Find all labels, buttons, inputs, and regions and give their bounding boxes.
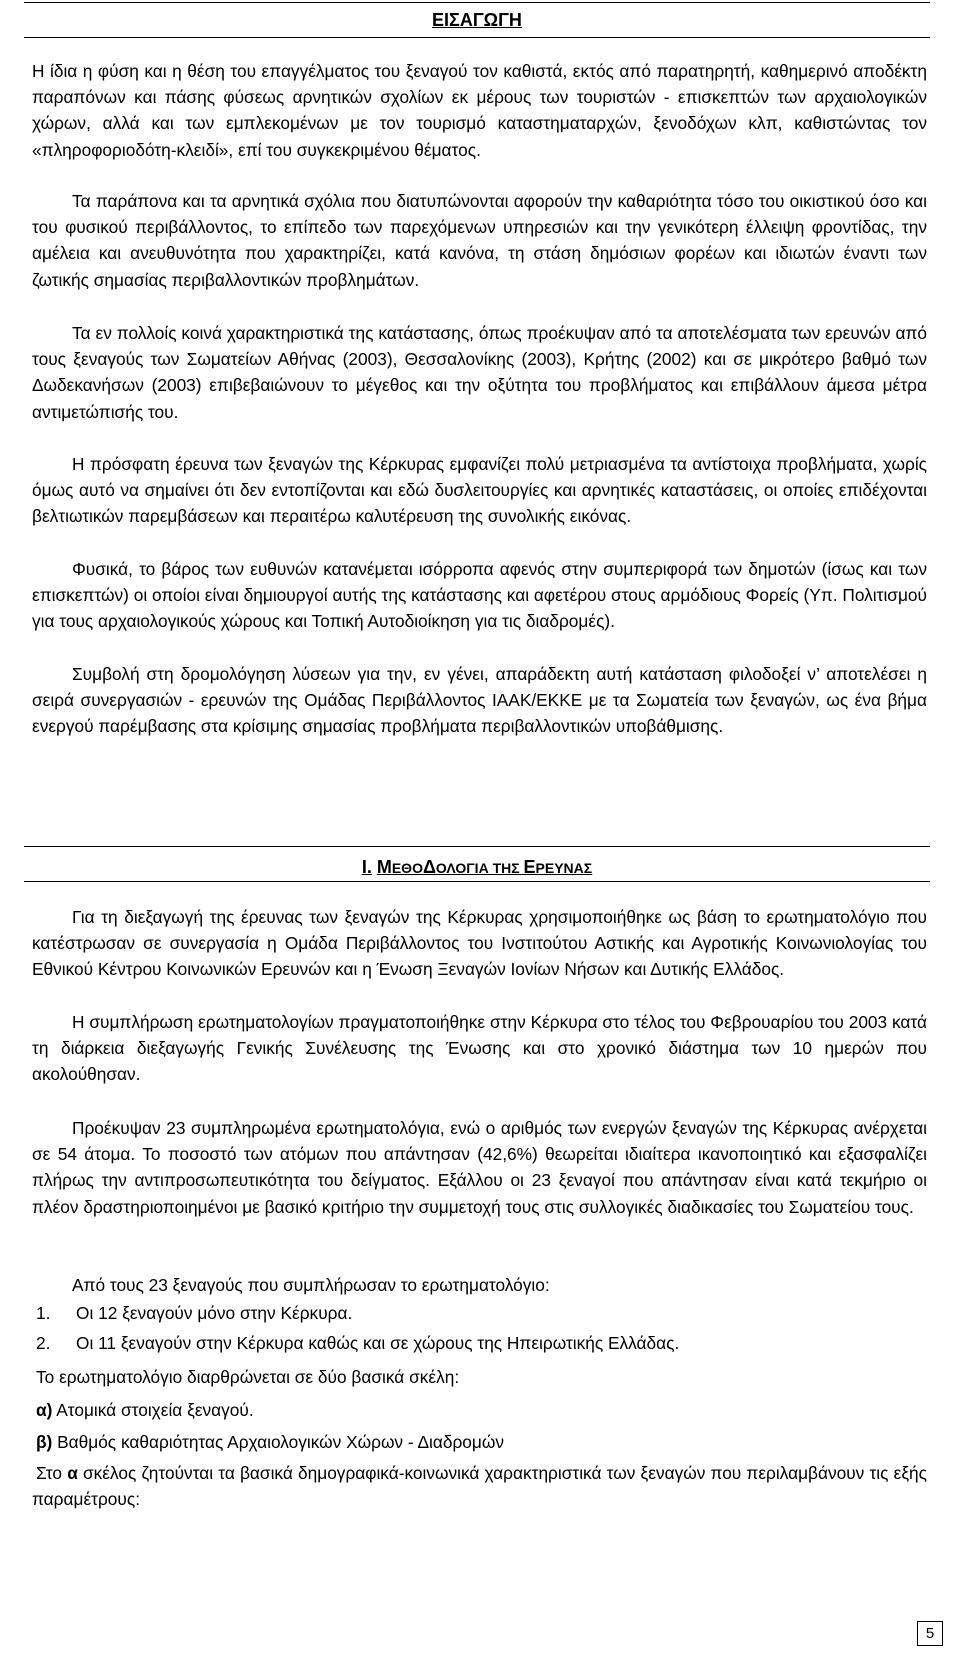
intro-paragraph-1: Η ίδια η φύση και η θέση του επαγγέλματος του ξεναγού τον καθιστά, εκτός από παρατηρητή, καθημερινό αποδέκτη παραπόνων και πάσης φύσεως αρνητικών σχολίων εκ μέρους των τουριστών - επισκεπτών των αρχαιολογικών χώρων, αλλά και των εμπλεκομένων με τον τουρισμό καταστηματαρχών, ξενοδόχων κλπ, καθιστώντας τον «πληροφοριοδότη-κλειδί», επί του συγκεκριμένου θέματος. <box>32 61 927 160</box>
intro-title: ΕΙΣΑΓΩΓΗ <box>432 10 522 30</box>
list-intro: Από τους 23 ξεναγούς που συμπλήρωσαν το ερωτηματολόγιο: <box>72 1275 550 1295</box>
parts-intro: Το ερωτηματολόγιο διαρθρώνεται σε δύο βασικά σκέλη: <box>36 1367 460 1387</box>
intro-paragraph-3: Τα εν πολλοίς κοινά χαρακτηριστικά της κατάστασης, όπως προέκυψαν από τα αποτελέσματα των ερευνών από τους ξεναγούς των Σωματείων Αθήνας (2003), Θεσσαλονίκης (2003), Κρήτης (2002) και σε μικρότερο βαθμό των Δωδεκανήσων (2003) επιβεβαιώνουν το μέγεθος και την οξύτητα του προβλήματος και επιβάλλουν άμεσα μέτρα αντιμετώπισής του. <box>32 323 927 422</box>
intro-heading <box>24 2 930 38</box>
methodology-heading <box>24 846 930 882</box>
method-paragraph-1: Για τη διεξαγωγή της έρευνας των ξεναγών της Κέρκυρας χρησιμοποιήθηκε ως βάση το ερωτηματολόγιο που κατέστρωσαν σε συνεργασία η Ομάδα Περιβάλλοντος του Ινστιτούτου Αστικής και Αγροτικής Κοινωνιολογίας του Εθνικού Κέντρου Κοινωνικών Ερευνών και η Ένωση Ξεναγών Ιονίων Νήσων και Δυτικής Ελλάδος. <box>32 907 927 980</box>
part-b: β) Βαθμός καθαριότητας Αρχαιολογικών Χώρων - Διαδρομών <box>36 1432 505 1452</box>
intro-paragraph-4: Η πρόσφατη έρευνα των ξεναγών της Κέρκυρας εμφανίζει πολύ μετριασμένα τα αντίστοιχα προβλήματα, χωρίς όμως αυτό να σημαίνει ότι δεν εντοπίζονται και εδώ δυσλειτουργίες και αρνητικές καταστάσεις, οι οποίες επιδέχονται βελτιωτικών παρεμβάσεων και περαιτέρω καλυτέρευση της συνολικής εικόνας. <box>32 454 927 527</box>
intro-paragraph-2: Τα παράπονα και τα αρνητικά σχόλια που διατυπώνονται αφορούν την καθαριότητα τόσο του οικιστικού όσο και του φυσικού περιβάλλοντος, το επίπεδο των παρεχόμενων υπηρεσιών και την γενικότερη έλλειψη φροντίδας, την αμέλεια και ανευθυνότητα που χαρακτηρίζει, κατά κανόνα, τη στάση δημόσιων φορέων και ιδιωτών έναντι των ζωτικής σημασίας περιβαλλοντικών προβλημάτων. <box>32 191 927 290</box>
method-paragraph-3: Προέκυψαν 23 συμπληρωμένα ερωτηματολόγια, ενώ ο αριθμός των ενεργών ξεναγών της Κέρκυρας ανέρχεται σε 54 άτομα. Το ποσοστό των ατόμων που απάντησαν (42,6%) θεωρείται ιδιαίτερα ικανοποιητικό και εξασφαλίζει πλήρως την αντιπροσωπευτικότητα του δείγματος. Εξάλλου οι 23 ξεναγοί που απάντησαν είναι κατά τεκμήριο οι πλέον δραστηριοποιημένοι με βασικό κριτήριο την συμμετοχή τους στις συλλογικές διαδικασίες του Σωματείου τους. <box>32 1118 927 1217</box>
final-paragraph: Στο α σκέλος ζητούνται τα βασικά δημογραφικά-κοινωνικά χαρακτηριστικά των ξεναγών που περιλαμβάνουν τις εξής παραμέτρους: <box>32 1463 927 1510</box>
part-a: α) Ατομικά στοιχεία ξεναγού. <box>36 1400 254 1420</box>
list-item: 1. Οι 12 ξεναγούν μόνο στην Κέρκυρα. <box>36 1303 353 1323</box>
page-number: 5 <box>917 1621 943 1646</box>
intro-paragraph-5: Φυσικά, το βάρος των ευθυνών κατανέμεται ισόρροπα αφενός στην συμπεριφορά των δημοτών (ίσως και των επισκεπτών) οι οποίοι είναι δημιουργοί αυτής της κατάστασης και αφετέρου στους αρμόδιους Φορείς (Υπ. Πολιτισμού για τους αρχαιολογικούς χώρους και Τοπική Αυτοδιοίκηση για τις διαδρομές). <box>32 559 927 632</box>
methodology-title: Ι. ΜΕΘΟΔΟΛΟΓΙΑ ΤΗΣ ΕΡΕΥΝΑΣ <box>361 857 593 877</box>
list-item: 2. Οι 11 ξεναγούν στην Κέρκυρα καθώς και σε χώρους της Ηπειρωτικής Ελλάδας. <box>36 1333 680 1353</box>
method-paragraph-2: Η συμπλήρωση ερωτηματολογίων πραγματοποιήθηκε στην Κέρκυρα στο τέλος του Φεβρουαρίου του 2003 κατά τη διάρκεια διεξαγωγής Γενικής Συνέλευσης της Ένωσης και στο χρονικό διάστημα των 10 ημερών που ακολούθησαν. <box>32 1012 927 1085</box>
intro-paragraph-6: Συμβολή στη δρομολόγηση λύσεων για την, εν γένει, απαράδεκτη αυτή κατάσταση φιλοδοξεί ν’ αποτελέσει η σειρά συνεργασιών - ερευνών της Ομάδας Περιβάλλοντος ΙΑΑΚ/ΕΚΚΕ με τα Σωματεία των ξεναγών, ως ένα βήμα ενεργού παρέμβασης στα κρίσιμης σημασίας προβλήματα περιβαλλοντικών υποβάθμισης. <box>32 664 927 737</box>
